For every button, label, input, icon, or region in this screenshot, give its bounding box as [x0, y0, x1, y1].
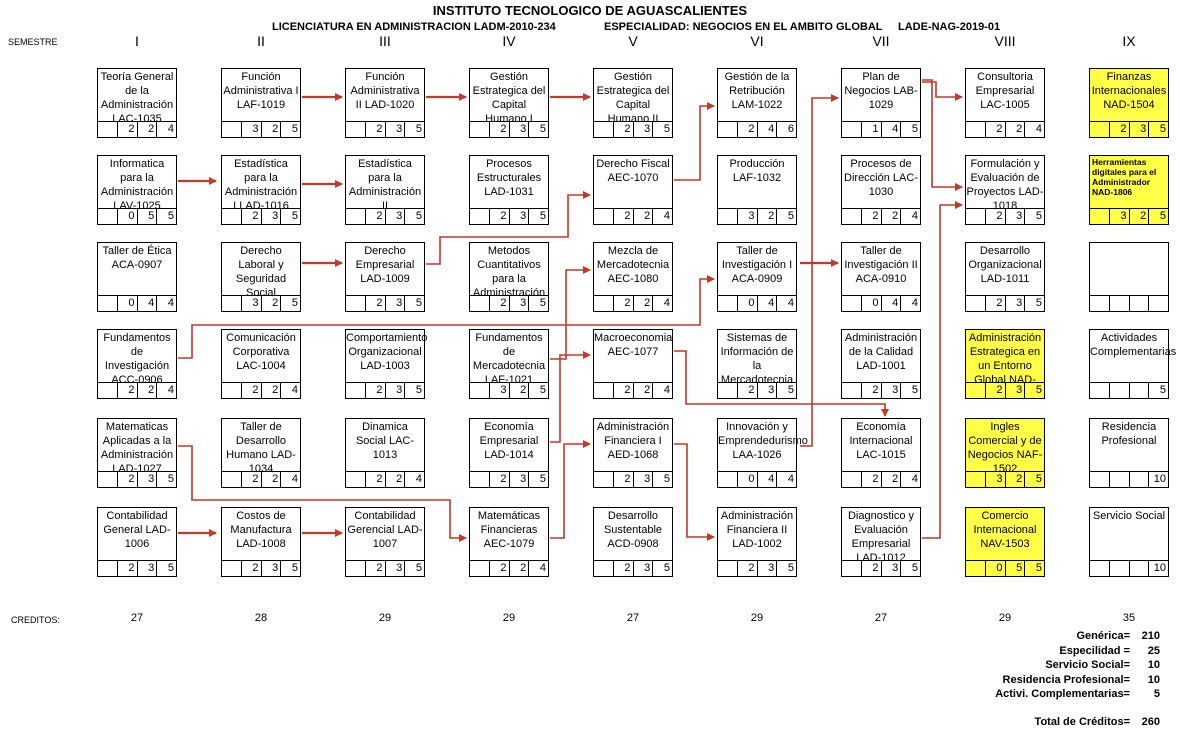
credit-cell: 5 — [1024, 295, 1045, 312]
credit-cell: 5 — [776, 208, 797, 225]
credit-cell: 5 — [156, 471, 177, 488]
credit-cell: 3 — [385, 295, 406, 312]
credits-label: CREDITOS: — [11, 615, 60, 625]
credit-cell: 5 — [280, 295, 301, 312]
credit-cell: 2 — [985, 295, 1006, 312]
credit-cell: 5 — [137, 208, 158, 225]
credit-cell: 2 — [241, 382, 262, 399]
credit-cell: 5 — [776, 382, 797, 399]
semester-credits: 35 — [1122, 612, 1136, 624]
credit-cell: 5 — [652, 471, 673, 488]
course-name: Contabilidad General LAD-1006 — [103, 510, 171, 550]
credit-cell: 2 — [241, 471, 262, 488]
credit-cell: 2 — [613, 471, 634, 488]
course-name: Fundamentos de Investigación ACC-0906 — [103, 332, 171, 386]
credit-cell: 5 — [280, 208, 301, 225]
course-name: Informatica para la Administración LAV-1025 — [100, 158, 174, 212]
course-name: Función Administrativa II LAD-1020 — [350, 71, 420, 111]
credit-cell: 2 — [509, 560, 530, 577]
credit-cell: 5 — [1024, 208, 1045, 225]
credit-cell: 5 — [900, 121, 921, 138]
course-name: Gestión Estrategica del Capital Humano II — [596, 71, 670, 125]
credit-cell: 3 — [985, 471, 1006, 488]
credit-cell: 2 — [241, 208, 262, 225]
credit-cell: 3 — [737, 208, 758, 225]
credit-cell: 4 — [652, 295, 673, 312]
course-name: Taller de Desarrollo Humano LAD-1034 — [226, 421, 296, 475]
credit-cell: 5 — [528, 121, 549, 138]
course-name: Comunicación Corporativa LAC-1004 — [226, 332, 296, 372]
credit-cell: 0 — [737, 471, 758, 488]
summary-label: Residencia Profesional= — [1002, 674, 1130, 686]
course-name: Procesos Estructurales LAD-1031 — [476, 158, 542, 198]
credit-cell: 5 — [1024, 471, 1045, 488]
credit-cell: 4 — [757, 295, 778, 312]
credit-cell: 5 — [280, 121, 301, 138]
arrow-adminfin-adminfin2 — [674, 444, 714, 537]
credit-cell: 5 — [900, 560, 921, 577]
arrow-plan-formul — [922, 80, 962, 187]
credit-cell: 2 — [881, 471, 902, 488]
credit-cell: 5 — [404, 382, 425, 399]
credit-cell: 3 — [261, 560, 282, 577]
credit-cell: 2 — [861, 471, 882, 488]
course-name: Desarrollo Sustentable ACD-0908 — [603, 510, 663, 550]
course-name: Formulación y Evaluación de Proyectos LAD-1018 — [966, 158, 1044, 212]
course-name: Economía Internacional LAC-1015 — [849, 421, 913, 461]
course-name: Dinamica Social LAC-1013 — [355, 421, 415, 461]
credit-cell: 5 — [1005, 560, 1026, 577]
course-name: Desarrollo Organizacional LAD-1011 — [968, 245, 1042, 285]
credit-cell: 2 — [489, 471, 510, 488]
credit-cell: 4 — [528, 560, 549, 577]
semester-credits: 27 — [874, 612, 888, 624]
course-name: Diagnostico y Evaluación Empresarial LAD-1012 — [847, 510, 915, 564]
semester-header-IV: IV — [502, 33, 516, 49]
credit-cell: 2 — [261, 295, 282, 312]
credit-cell: 5 — [528, 471, 549, 488]
credit-cell: 2 — [737, 121, 758, 138]
total-credits-value: 260 — [1141, 716, 1160, 728]
credit-cell: 2 — [1005, 121, 1026, 138]
summary-label: Activi. Complementarias= — [995, 688, 1130, 700]
semester-header-V: V — [628, 33, 638, 49]
credit-cell: 3 — [509, 471, 530, 488]
credit-cell: 2 — [509, 382, 530, 399]
credit-cell: 5 — [1024, 382, 1045, 399]
credit-cell: 2 — [633, 295, 654, 312]
credit-cell: 3 — [1129, 121, 1150, 138]
credit-cell: 2 — [117, 471, 138, 488]
summary-value: 5 — [1153, 688, 1160, 700]
semester-header-VI: VI — [750, 33, 764, 49]
credit-cell: 2 — [613, 121, 634, 138]
course-name: Comercio Internacional NAV-1503 — [973, 510, 1037, 550]
credit-cell: 2 — [241, 560, 262, 577]
summary-value: 25 — [1147, 645, 1160, 657]
course-name: Gestión de la Retribución LAM-1022 — [724, 71, 790, 111]
course-name: Plan de Negocios LAB-1029 — [844, 71, 918, 111]
credit-cell: 2 — [117, 560, 138, 577]
credit-cell: 5 — [404, 208, 425, 225]
credit-cell: 3 — [385, 382, 406, 399]
credit-cell: 2 — [365, 382, 386, 399]
credit-cell: 10 — [1148, 560, 1169, 577]
credit-cell: 3 — [881, 560, 902, 577]
credit-cell: 3 — [137, 471, 158, 488]
course-name: Procesos de Dirección LAC-1030 — [844, 158, 918, 198]
credit-cell: 2 — [117, 382, 138, 399]
credit-cell: 4 — [881, 295, 902, 312]
course-name: Contabilidad Gerencial LAD-1007 — [347, 510, 423, 550]
course-name: Servicio Social — [1092, 510, 1166, 522]
credit-cell: 3 — [385, 208, 406, 225]
specialty-label: ESPECIALIDAD: NEGOCIOS EN EL AMBITO GLOBAL — [604, 21, 883, 33]
course-name: Sistemas de Información de la Mercadotecnia — [720, 332, 794, 386]
credit-cell: 3 — [1005, 295, 1026, 312]
course-name: Función Administrativa I LAF-1019 — [223, 71, 299, 111]
credit-cell: 4 — [776, 295, 797, 312]
credit-cell: 5 — [156, 208, 177, 225]
semester-header-VII: VII — [872, 33, 890, 49]
credit-cell: 2 — [737, 560, 758, 577]
credit-cell: 5 — [280, 560, 301, 577]
summary-value: 210 — [1141, 630, 1160, 642]
credit-cell: 2 — [365, 208, 386, 225]
credit-cell: 2 — [1129, 208, 1150, 225]
summary-value: 10 — [1147, 674, 1160, 686]
semester-header-III: III — [379, 33, 391, 49]
course-name: Comportamiento Organizacional LAD-1003 — [346, 332, 428, 372]
course-name: Estadística para la Administración I LAD-1016 — [224, 158, 298, 212]
credit-cell: 5 — [1148, 121, 1169, 138]
credit-cell: 4 — [1024, 121, 1045, 138]
credit-cell: 2 — [633, 382, 654, 399]
credit-cell: 3 — [633, 121, 654, 138]
credit-cell: 2 — [489, 295, 510, 312]
credit-cell: 2 — [1109, 121, 1130, 138]
credit-cell: 2 — [861, 560, 882, 577]
credit-cell: 2 — [613, 560, 634, 577]
arrow-plan-consult — [922, 82, 962, 97]
arrow-fundmerc-mezcla — [550, 270, 590, 359]
credit-cell: 3 — [261, 208, 282, 225]
credit-cell: 2 — [261, 471, 282, 488]
credit-cell: 0 — [117, 208, 138, 225]
credit-cell: 4 — [900, 208, 921, 225]
credit-cell: 2 — [365, 121, 386, 138]
credit-cell: 2 — [137, 382, 158, 399]
course-name: Fundamentos de Mercadotecnia LAF-1021 — [472, 332, 546, 386]
course-name: Taller de Ética ACA-0907 — [102, 245, 172, 271]
course-name: Finanzas Internacionales NAD-1504 — [1091, 71, 1167, 111]
credit-cell: 4 — [652, 382, 673, 399]
course-name: Gestión Estrategica del Capital Humano I — [472, 71, 546, 125]
credit-cell: 2 — [365, 471, 386, 488]
semester-header-IX: IX — [1122, 33, 1136, 49]
course-name: Derecho Empresarial LAD-1009 — [355, 245, 415, 285]
credit-cell: 2 — [137, 121, 158, 138]
arrow-macro-econint — [674, 351, 885, 416]
specialty-code: LADE-NAG-2019-01 — [898, 21, 1001, 33]
course-name: Matematicas Aplicadas a la Administración LAD-1027 — [100, 421, 174, 475]
credit-cell: 3 — [509, 208, 530, 225]
credit-cell: 4 — [156, 121, 177, 138]
course-name: Taller de Investigación I ACA-0909 — [721, 245, 793, 285]
credit-cell: 4 — [900, 471, 921, 488]
credit-cell: 3 — [881, 382, 902, 399]
semester-credits: 29 — [502, 612, 516, 624]
credit-cell: 4 — [280, 382, 301, 399]
credit-cell: 2 — [985, 382, 1006, 399]
credit-cell: 5 — [1148, 382, 1169, 399]
credit-cell: 3 — [385, 560, 406, 577]
credit-cell: 2 — [489, 121, 510, 138]
credit-cell: 2 — [613, 295, 634, 312]
course-name: Residencia Profesional — [1101, 421, 1157, 447]
course-name: Actividades Complementarias — [1090, 332, 1177, 358]
credit-cell: 4 — [404, 471, 425, 488]
course-name: Administración Estrategica en un Entorno Global NAD- — [968, 332, 1042, 386]
credit-cell: 4 — [881, 121, 902, 138]
credit-cell: 3 — [633, 471, 654, 488]
course-name: Mezcla de Mercadotecnia AEC-1080 — [596, 245, 670, 285]
course-name: Administración de la Calidad LAD-1001 — [844, 332, 918, 372]
course-name: Estadística para la Administración II — [348, 158, 422, 212]
credit-cell: 0 — [861, 295, 882, 312]
course-name: Ingles Comercial y de Negocios NAF-1502 — [967, 421, 1043, 475]
credit-cell: 5 — [404, 295, 425, 312]
credit-cell: 2 — [365, 560, 386, 577]
credit-cell: 4 — [137, 295, 158, 312]
course-name: Administración Financiera II LAD-1002 — [720, 510, 794, 550]
credit-cell: 3 — [241, 121, 262, 138]
credit-cell: 4 — [280, 471, 301, 488]
semester-credits: 27 — [130, 612, 144, 624]
course-name: Derecho Laboral y Seguridad Social — [235, 245, 287, 299]
credit-cell: 3 — [757, 382, 778, 399]
credit-cell: 4 — [156, 295, 177, 312]
credit-cell: 2 — [737, 382, 758, 399]
credit-cell: 5 — [1024, 560, 1045, 577]
credit-cell: 0 — [737, 295, 758, 312]
credit-cell: 0 — [985, 560, 1006, 577]
arrow-deremp-dfiscal — [426, 195, 590, 264]
credit-cell: 4 — [900, 295, 921, 312]
arrow-innov-plan — [800, 98, 838, 446]
credit-cell: 5 — [652, 121, 673, 138]
credit-cell: 1 — [861, 121, 882, 138]
credit-cell: 5 — [776, 560, 797, 577]
credit-cell: 5 — [404, 560, 425, 577]
credit-cell: 2 — [861, 208, 882, 225]
credit-cell: 5 — [652, 560, 673, 577]
credit-cell: 2 — [365, 295, 386, 312]
credit-cell: 6 — [776, 121, 797, 138]
arrow-matfin-adminfin — [550, 444, 590, 538]
credit-cell: 2 — [633, 208, 654, 225]
course-name: Taller de Investigación II ACA-0910 — [844, 245, 918, 285]
semester-credits: 29 — [998, 612, 1012, 624]
credit-cell: 3 — [509, 121, 530, 138]
credit-cell: 5 — [404, 121, 425, 138]
course-name: Macroeconomia AEC-1077 — [594, 332, 673, 358]
credit-cell: 4 — [652, 208, 673, 225]
semester-label: SEMESTRE — [8, 37, 58, 47]
course-name: Matemáticas Financieras AEC-1079 — [477, 510, 541, 550]
course-name: Economía Empresarial LAD-1014 — [479, 421, 539, 461]
program-label: LICENCIATURA EN ADMINISTRACION LADM-2010-234 — [272, 21, 556, 33]
credit-cell: 5 — [1148, 208, 1169, 225]
credit-cell: 2 — [881, 208, 902, 225]
credit-cell: 2 — [613, 382, 634, 399]
credit-cell: 5 — [900, 382, 921, 399]
credit-cell: 3 — [1005, 382, 1026, 399]
course-name: Derecho Fiscal AEC-1070 — [596, 158, 670, 184]
credit-cell: 2 — [1005, 471, 1026, 488]
credit-cell: 5 — [528, 208, 549, 225]
total-credits-label: Total de Créditos= — [1034, 716, 1130, 728]
course-name: Costos de Manufactura LAD-1008 — [230, 510, 292, 550]
semester-header-VIII: VIII — [994, 33, 1016, 49]
credit-cell: 3 — [1005, 208, 1026, 225]
credit-cell: 2 — [489, 560, 510, 577]
credit-cell: 4 — [156, 382, 177, 399]
credit-cell: 3 — [241, 295, 262, 312]
credit-cell: 2 — [985, 121, 1006, 138]
course-name: Consultoria Empresarial LAC-1005 — [975, 71, 1035, 111]
semester-credits: 29 — [378, 612, 392, 624]
credit-cell: 5 — [528, 382, 549, 399]
arrow-diag-formul — [922, 205, 962, 538]
credit-cell: 4 — [776, 471, 797, 488]
summary-label: Especilidad = — [1059, 645, 1130, 657]
credit-cell: 3 — [385, 121, 406, 138]
arrow-fundinv-tallerinv — [178, 279, 714, 358]
credit-cell: 2 — [613, 208, 634, 225]
credit-cell: 2 — [861, 382, 882, 399]
credit-cell: 0 — [117, 295, 138, 312]
credit-cell: 2 — [385, 471, 406, 488]
credit-cell: 3 — [757, 560, 778, 577]
credit-cell: 2 — [985, 208, 1006, 225]
institution-title: INSTITUTO TECNOLOGICO DE AGUASCALIENTES — [432, 3, 748, 18]
credit-cell: 2 — [757, 208, 778, 225]
credit-cell: 4 — [757, 471, 778, 488]
summary-value: 10 — [1147, 659, 1160, 671]
credit-cell: 3 — [509, 295, 530, 312]
credit-cell: 2 — [117, 121, 138, 138]
credit-cell: 2 — [489, 208, 510, 225]
credit-cell: 2 — [261, 121, 282, 138]
summary-label: Servicio Social= — [1045, 659, 1130, 671]
summary-label: Genérica= — [1076, 630, 1130, 642]
semester-credits: 28 — [254, 612, 268, 624]
arrow-matap-matfin — [178, 446, 466, 538]
credit-cell: 3 — [1109, 208, 1130, 225]
semester-header-I: I — [135, 33, 139, 49]
credit-cell: 5 — [528, 295, 549, 312]
semester-header-II: II — [257, 33, 265, 49]
credit-cell: 2 — [261, 382, 282, 399]
arrow-econ-macro — [550, 355, 590, 442]
credit-cell: 4 — [757, 121, 778, 138]
arrow-dfiscal-retrib — [674, 106, 714, 180]
credit-cell: 3 — [633, 560, 654, 577]
course-name: Herramientas digitales para el Administrador NAD-1806 — [1092, 157, 1157, 197]
credit-cell: 10 — [1148, 471, 1169, 488]
course-name: Metodos Cuantitativos para la Administración — [472, 245, 546, 299]
credit-cell: 5 — [156, 560, 177, 577]
course-name: Administración Financiera I AED-1068 — [596, 421, 670, 461]
credit-cell: 3 — [137, 560, 158, 577]
course-name: Innovación y Emprendedurismo LAA-1026 — [718, 421, 808, 461]
course-name: Producción LAF-1032 — [729, 158, 785, 184]
semester-credits: 29 — [750, 612, 764, 624]
course-name: Teoría General de la Administración LAC-1035 — [100, 71, 174, 125]
semester-credits: 27 — [626, 612, 640, 624]
credit-cell: 3 — [489, 382, 510, 399]
